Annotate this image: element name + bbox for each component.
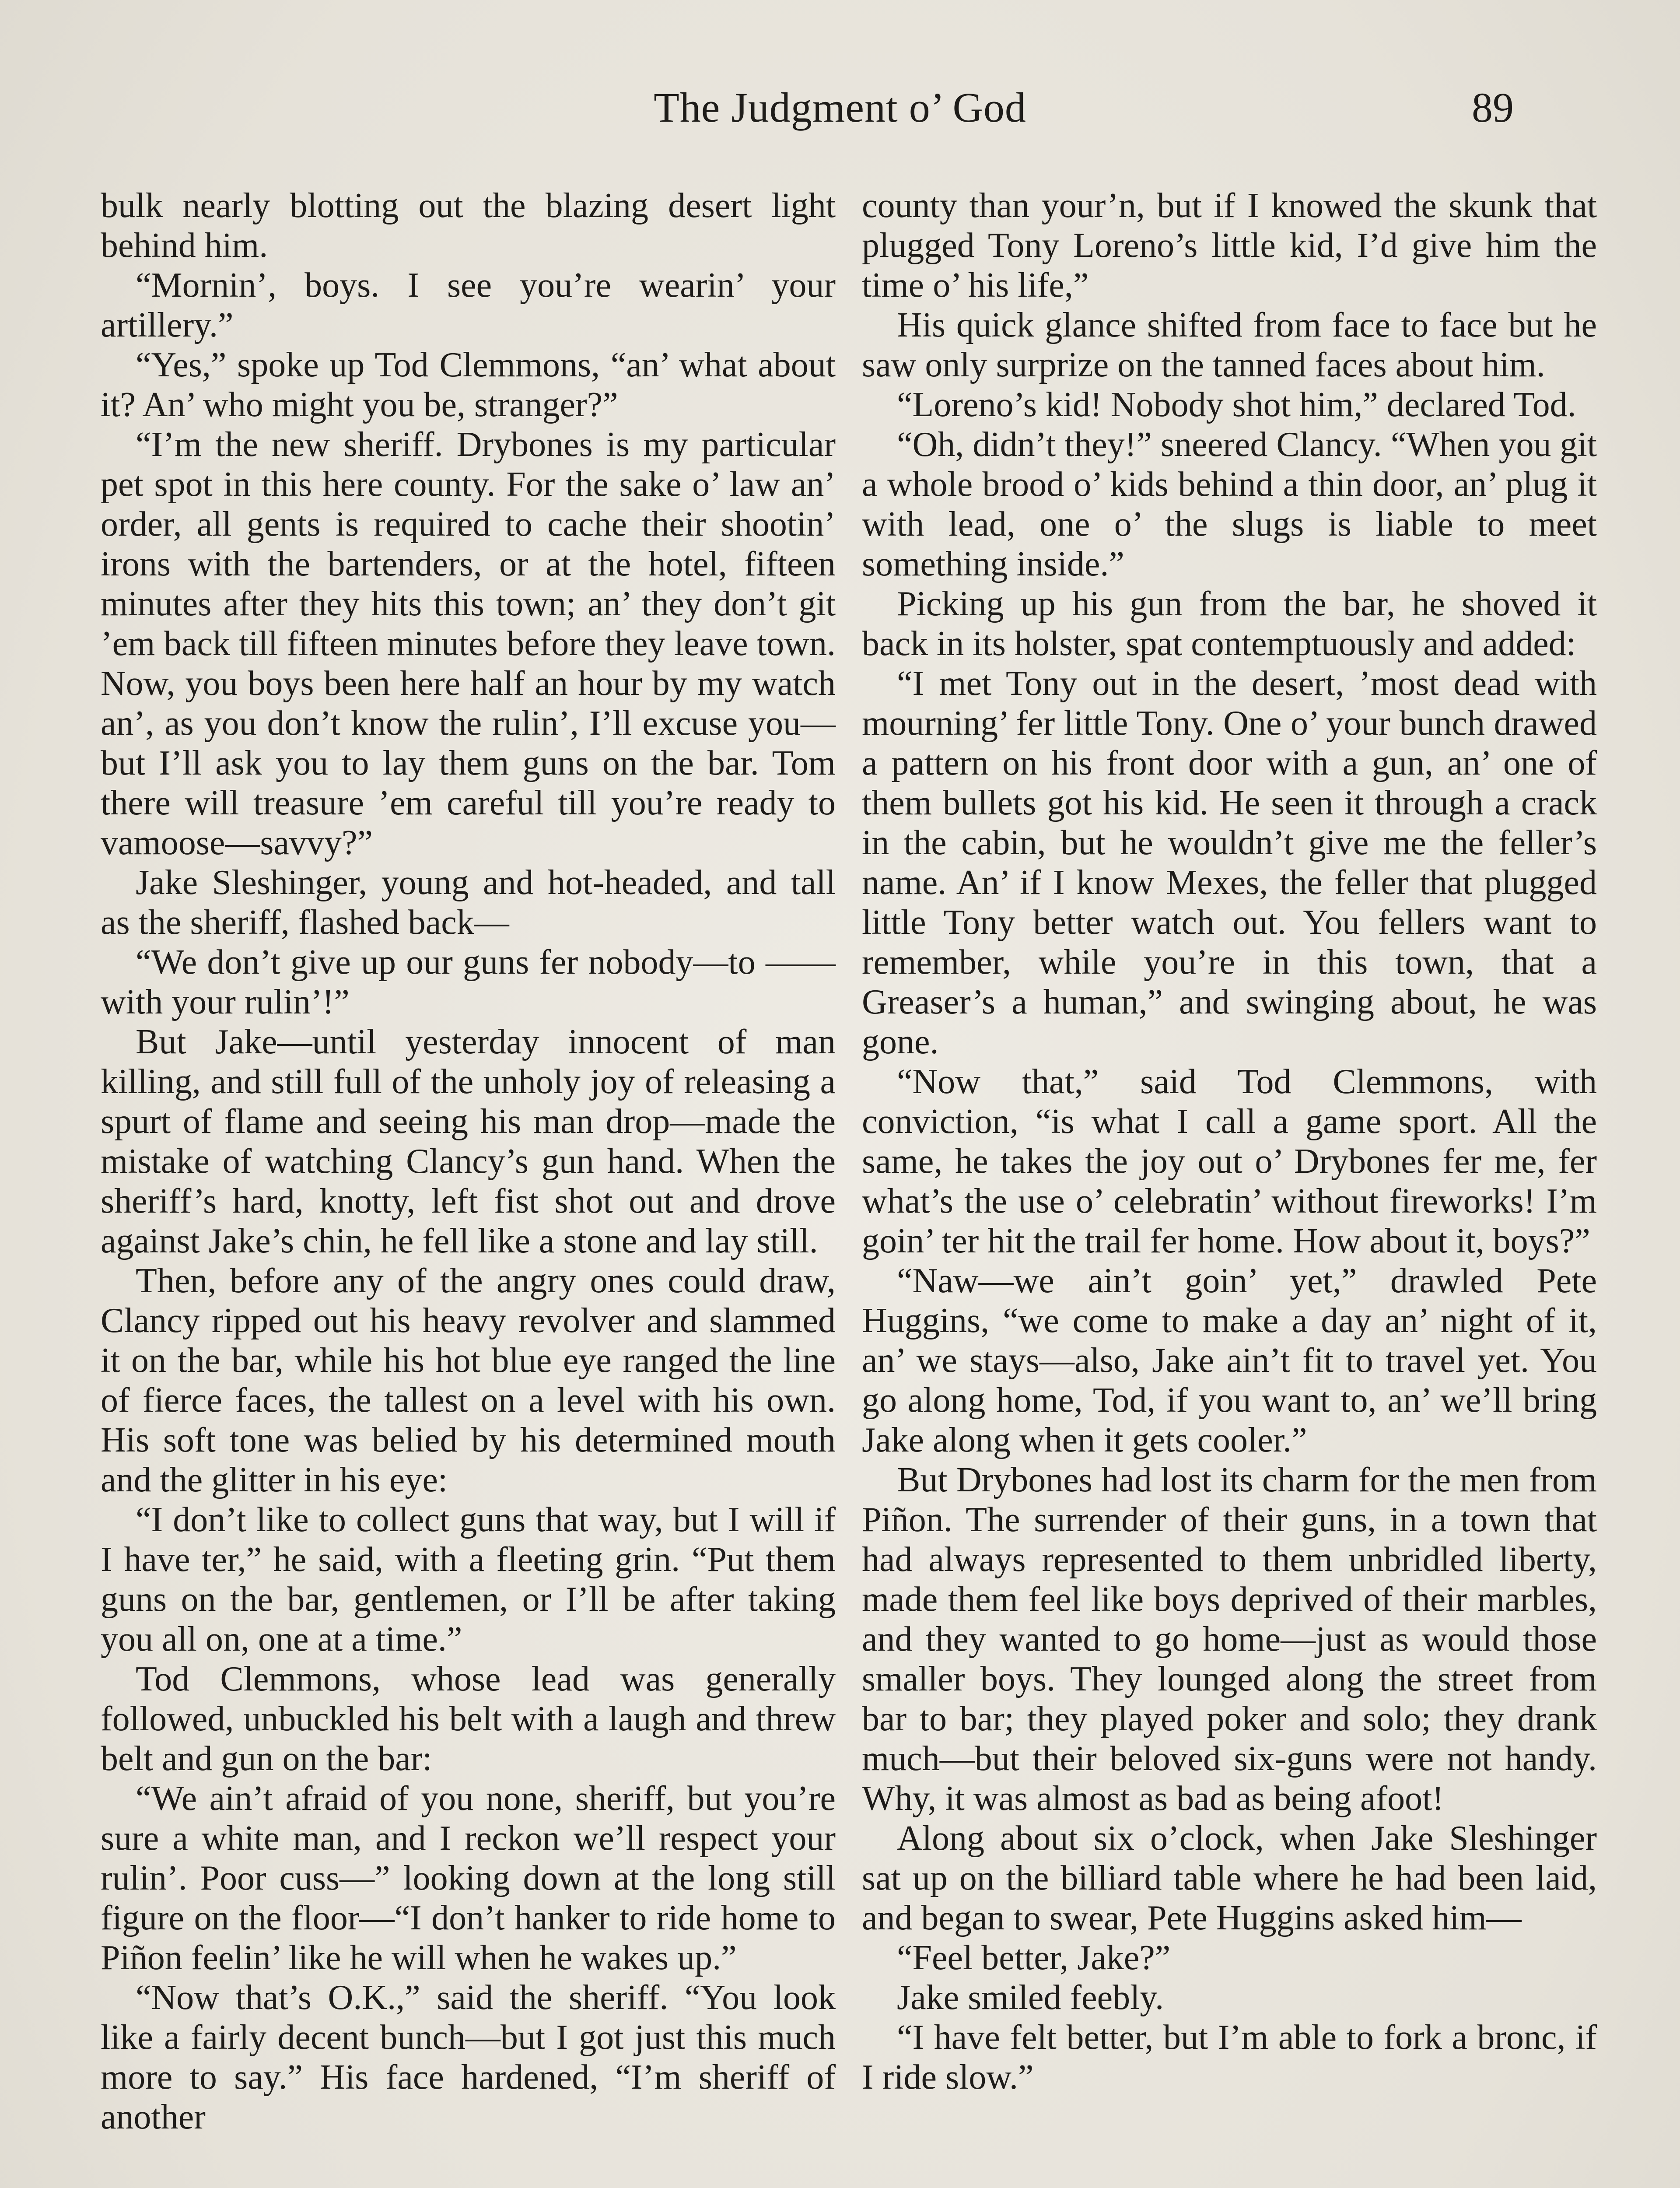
paragraph: “I have felt better, but I’m able to fork a bronc, if I ride slow.” bbox=[862, 2018, 1597, 2097]
page-number: 89 bbox=[1472, 84, 1514, 131]
paragraph: But Jake—until yesterday innocent of man killing, and still full of the unholy joy of releasing a spurt of flame and seeing his man drop—made the mistake of watching Clancy’s gun hand. When the sheriff’s hard, knotty, left fist shot out and drove against Jake’s chin, he fell like a stone and lay still. bbox=[101, 1023, 836, 1260]
paragraph: Tod Clemmons, whose lead was generally followed, unbuckled his belt with a laugh and threw belt and gun on the bar: bbox=[101, 1660, 836, 1778]
paragraph: “Loreno’s kid! Nobody shot him,” declared Tod. bbox=[897, 386, 1576, 424]
paragraph: county than your’n, but if I knowed the skunk that plugged Tony Loreno’s little kid, I’d give him the time o’ his life,” bbox=[862, 186, 1597, 305]
running-head bbox=[88, 83, 1592, 144]
paragraph: “I don’t like to collect guns that way, but I will if I have ter,” he said, with a fleeting grin. “Put them guns on the bar, gentlemen, or I’ll be after taking you all on, one at a time.” bbox=[101, 1501, 836, 1659]
right-column bbox=[862, 186, 1597, 2097]
paragraph: “Feel better, Jake?” bbox=[897, 1939, 1171, 1977]
paragraph: bulk nearly blotting out the blazing desert light behind him. bbox=[101, 186, 836, 265]
paragraph: Jake Sleshinger, young and hot-headed, and tall as the sheriff, flashed back— bbox=[101, 863, 836, 942]
paragraph: “I’m the new sheriff. Drybones is my particular pet spot in this here county. For the sake o’ law an’ order, all gents is required to cache their shootin’ irons with the bartenders, or at the hotel, fifteen minutes after they hits this town; an’ they don’t git ’em back till fifteen minutes before they leave town. Now, you boys been here half an hour by my watch an’, as you don’t know the rulin’, I’ll excuse you—but I’ll ask you to lay them guns on the bar. Tom there will treasure ’em careful till you’re ready to vamoose—savvy?” bbox=[101, 425, 836, 862]
paragraph: But Drybones had lost its charm for the men from Piñon. The surrender of their guns, in a town that had always represented to them unbridled liberty, made them feel like boys deprived of their marbles, and they wanted to go home—just as would those smaller boys. They lounged along the street from bar to bar; they played poker and solo; they drank much—but their beloved six-guns were not handy. Why, it was almost as bad as being afoot! bbox=[862, 1461, 1597, 1818]
paragraph: “Naw—we ain’t goin’ yet,” drawled Pete Huggins, “we come to make a day an’ night of it, an’ we stays—also, Jake ain’t fit to travel yet. You go along home, Tod, if you want to, an’ we’ll bring Jake along when it gets cooler.” bbox=[862, 1262, 1597, 1459]
paragraph: Picking up his gun from the bar, he shoved it back in its holster, spat contemptuously and added: bbox=[862, 585, 1597, 663]
paragraph: Along about six o’clock, when Jake Sleshinger sat up on the billiard table where he had been laid, and began to swear, Pete Huggins asked him— bbox=[862, 1819, 1597, 1937]
paragraph: “Now that,” said Tod Clemmons, with conviction, “is what I call a game sport. All the same, he takes the joy out o’ Drybones fer me, fer what’s the use o’ celebratin’ without fireworks! I’m goin’ ter hit the trail fer home. How about it, boys?” bbox=[862, 1062, 1597, 1260]
paragraph: “Yes,” spoke up Tod Clemmons, “an’ what about it? An’ who might you be, stranger?” bbox=[101, 346, 836, 424]
paragraph: “We don’t give up our guns fer nobody—to —— with your rulin’!” bbox=[101, 943, 836, 1021]
paragraph: “Now that’s O.K.,” said the sheriff. “You look like a fairly decent bunch—but I got just this much more to say.” His face hardened, “I’m sheriff of another bbox=[101, 1978, 836, 2136]
paragraph: “I met Tony out in the desert, ’most dead with mourning’ fer little Tony. One o’ your bunch drawed a pattern on his front door with a gun, an’ one of them bullets got his kid. He seen it through a crack in the cabin, but he wouldn’t give me the feller’s name. An’ if I know Mexes, the feller that plugged little Tony better watch out. You fellers want to remember, while you’re in this town, that a Greaser’s a human,” and swinging about, he was gone. bbox=[862, 664, 1597, 1061]
paragraph: “We ain’t afraid of you none, sheriff, but you’re sure a white man, and I reckon we’ll respect your rulin’. Poor cuss—” looking down at the long still figure on the floor—“I don’t hanker to ride home to Piñon feelin’ like he will when he wakes up.” bbox=[101, 1779, 836, 1977]
paragraph: Jake smiled feebly. bbox=[897, 1978, 1164, 2017]
paragraph: Then, before any of the angry ones could draw, Clancy ripped out his heavy revolver and slammed it on the bar, while his hot blue eye ranged the line of fierce faces, the tallest on a level with his own. His soft tone was belied by his determined mouth and the glitter in his eye: bbox=[101, 1262, 836, 1499]
page-title: The Judgment o’ God bbox=[654, 84, 1026, 131]
paragraph: “Mornin’, boys. I see you’re wearin’ your artillery.” bbox=[101, 266, 836, 344]
paragraph: His quick glance shifted from face to face but he saw only surprize on the tanned faces about him. bbox=[862, 306, 1597, 384]
paragraph: “Oh, didn’t they!” sneered Clancy. “When you git a whole brood o’ kids behind a thin door, an’ plug it with lead, one o’ the slugs is liable to meet something inside.” bbox=[862, 425, 1597, 583]
left-column bbox=[101, 186, 836, 2137]
